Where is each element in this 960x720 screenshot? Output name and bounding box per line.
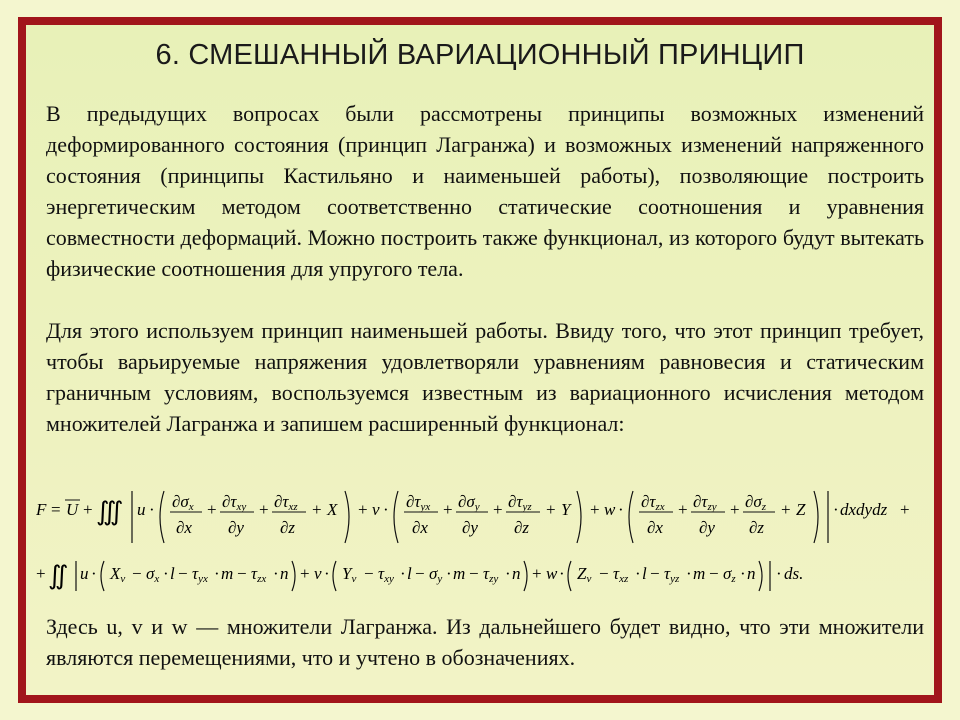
functional-formula: [36, 471, 926, 601]
svg-text:·: ·: [635, 564, 641, 583]
svg-text:Y: Y: [561, 500, 571, 519]
svg-text:·: ·: [686, 564, 692, 583]
svg-text:·: ·: [446, 564, 452, 583]
svg-text:+: +: [678, 500, 688, 519]
svg-text:·: ·: [149, 500, 155, 519]
svg-text:σx: σx: [146, 564, 160, 585]
svg-text:σy: σy: [429, 564, 443, 585]
svg-text:∂τxz: ∂τxz: [274, 492, 298, 513]
svg-text:∂y: ∂y: [699, 518, 715, 537]
slide-title: 6. СМЕШАННЫЙ ВАРИАЦИОННЫЙ ПРИНЦИП: [155, 39, 805, 71]
svg-text:+: +: [900, 500, 910, 519]
svg-text:w: w: [546, 564, 558, 583]
svg-text:+: +: [590, 500, 600, 519]
svg-text:l: l: [407, 564, 412, 583]
svg-text:l: l: [642, 564, 647, 583]
svg-text:τxz: τxz: [613, 564, 629, 585]
svg-text:∂τyz: ∂τyz: [508, 492, 532, 513]
svg-text:+: +: [443, 500, 453, 519]
svg-text:=: =: [51, 500, 61, 519]
svg-text:n: n: [512, 564, 521, 583]
svg-text:·: ·: [324, 564, 330, 583]
svg-text:m: m: [453, 564, 466, 583]
svg-text:−: −: [132, 564, 142, 583]
formula-graphic: [36, 471, 926, 601]
svg-text:l: l: [170, 564, 175, 583]
svg-text:∂σz: ∂σz: [745, 492, 767, 513]
svg-text:·: ·: [618, 500, 624, 519]
svg-text:+: +: [36, 564, 46, 583]
svg-text:·: ·: [776, 564, 782, 583]
svg-text:∂x: ∂x: [176, 518, 192, 537]
svg-text:Z: Z: [796, 500, 806, 519]
svg-text:∂z: ∂z: [280, 518, 296, 537]
svg-text:∂y: ∂y: [228, 518, 244, 537]
svg-text:−: −: [237, 564, 247, 583]
paragraph-lagrange-multipliers: Здесь u, v и w — множители Лагранжа. Из дальнейшего будет видно, что эти множители являются перемещениями, что и учтено в обозначениях.: [46, 614, 924, 670]
svg-text:+: +: [259, 500, 269, 519]
svg-text:∂τzy: ∂τzy: [693, 492, 717, 513]
svg-text:−: −: [415, 564, 425, 583]
paragraph-method: Для этого используем принцип наименьшей работы. Ввиду того, что этот принцип требует, чтобы варьируемые напряжения удовлетворяли уравнениям равновесия и статическим граничным условиям, воспользуемся известным из вариационного исчисления методом множителей Лагранжа и запишем расширенный функционал:: [46, 318, 924, 436]
svg-text:+: +: [312, 500, 322, 519]
svg-text:v: v: [372, 500, 380, 519]
svg-text:∂y: ∂y: [462, 518, 478, 537]
svg-text:dxdydz: dxdydz: [840, 500, 888, 519]
svg-text:·: ·: [400, 564, 406, 583]
svg-text:+: +: [83, 500, 93, 519]
svg-text:·: ·: [505, 564, 511, 583]
svg-text:·: ·: [740, 564, 746, 583]
svg-text:−: −: [364, 564, 374, 583]
svg-text:+: +: [207, 500, 217, 519]
svg-text:m: m: [693, 564, 706, 583]
svg-text:−: −: [599, 564, 609, 583]
paragraph-intro: В предыдущих вопросах были рассмотрены принципы возможных изменений деформированного состояния (принцип Лагранжа) и возможных изменений напряженного состояния (принципы Кастильяно и наименьшей работы), позволяющие построить энергетическим методом соответственно статические соотношения и уравнения совместности деформаций. Можно построить также функционал, из которого будут вытекать физические соотношения для упругого тела.: [46, 101, 924, 281]
svg-text:Yv: Yv: [342, 564, 357, 585]
svg-text:τxy: τxy: [378, 564, 394, 585]
svg-text:∂τyx: ∂τyx: [406, 492, 431, 513]
svg-text:−: −: [469, 564, 479, 583]
svg-text:+: +: [358, 500, 368, 519]
svg-text:∭: ∭: [96, 497, 124, 526]
svg-text:u: u: [80, 564, 89, 583]
svg-text:∂x: ∂x: [647, 518, 663, 537]
svg-text:·: ·: [163, 564, 169, 583]
svg-text:Zv: Zv: [577, 564, 592, 585]
svg-text:ds.: ds.: [784, 564, 804, 583]
svg-text:n: n: [280, 564, 289, 583]
svg-text:+: +: [493, 500, 503, 519]
svg-text:+: +: [781, 500, 791, 519]
svg-text:σz: σz: [723, 564, 736, 585]
svg-text:−: −: [709, 564, 719, 583]
svg-text:−: −: [178, 564, 188, 583]
svg-text:·: ·: [559, 564, 565, 583]
svg-text:+: +: [300, 564, 310, 583]
svg-text:v: v: [314, 564, 322, 583]
svg-text:∂z: ∂z: [514, 518, 530, 537]
svg-text:m: m: [221, 564, 234, 583]
svg-text:+: +: [532, 564, 542, 583]
slide-frame: [18, 17, 942, 703]
svg-text:Xv: Xv: [110, 564, 126, 585]
svg-text:·: ·: [383, 500, 389, 519]
svg-text:τzy: τzy: [483, 564, 499, 585]
svg-text:F: F: [36, 500, 47, 519]
svg-text:τyz: τyz: [664, 564, 680, 585]
svg-text:w: w: [604, 500, 616, 519]
svg-text:·: ·: [214, 564, 220, 583]
svg-text:∂σy: ∂σy: [458, 492, 480, 513]
svg-text:U: U: [66, 500, 79, 519]
svg-text:∂τzx: ∂τzx: [641, 492, 665, 513]
svg-text:+: +: [546, 500, 556, 519]
svg-text:∂σx: ∂σx: [172, 492, 194, 513]
svg-text:+: +: [730, 500, 740, 519]
svg-text:·: ·: [833, 500, 839, 519]
svg-text:·: ·: [273, 564, 279, 583]
svg-text:τyx: τyx: [192, 564, 208, 585]
svg-text:X: X: [327, 500, 338, 519]
svg-text:·: ·: [91, 564, 97, 583]
svg-text:∂z: ∂z: [749, 518, 765, 537]
svg-text:u: u: [137, 500, 146, 519]
svg-text:∬: ∬: [48, 561, 69, 590]
svg-text:n: n: [747, 564, 756, 583]
svg-text:τzx: τzx: [251, 564, 267, 585]
svg-text:∂τxy: ∂τxy: [222, 492, 247, 513]
svg-text:∂x: ∂x: [412, 518, 428, 537]
svg-text:−: −: [650, 564, 660, 583]
